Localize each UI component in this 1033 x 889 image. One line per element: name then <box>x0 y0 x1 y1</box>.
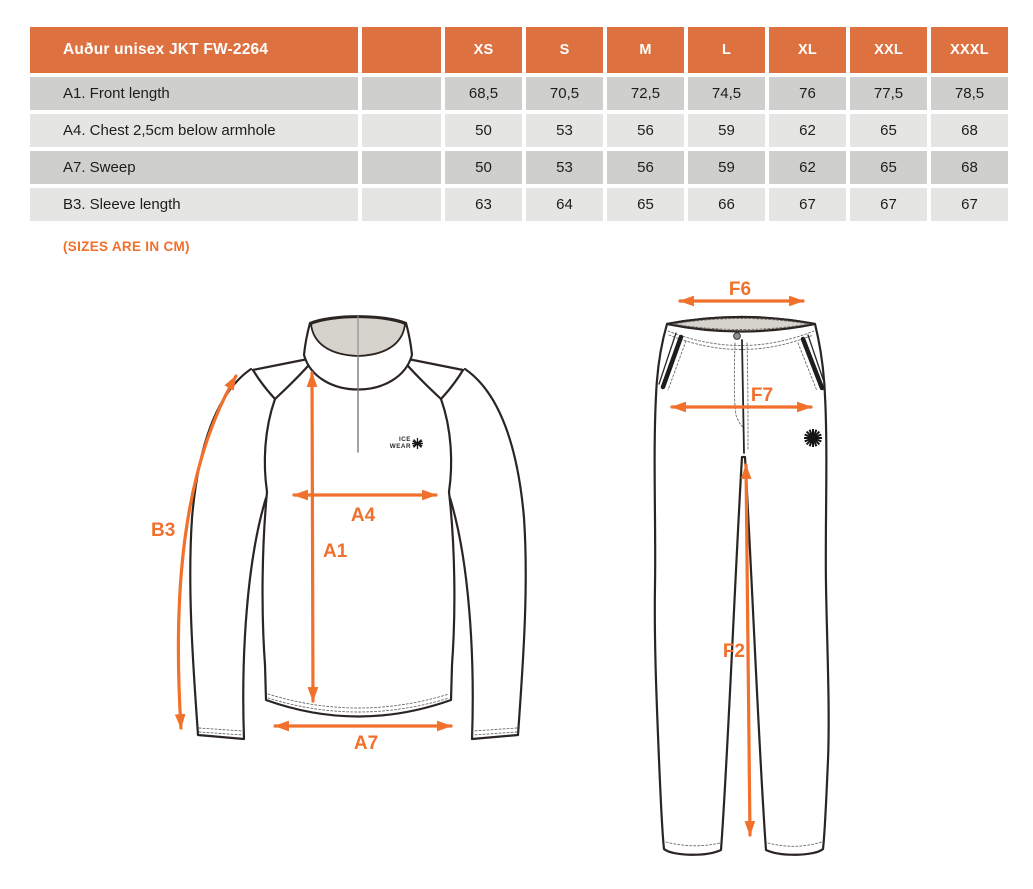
size-table <box>30 27 1008 221</box>
row-spacer <box>362 151 441 184</box>
b3-arrow <box>178 376 236 728</box>
cell-value: 66 <box>688 188 765 221</box>
row-label: A1. Front length <box>30 77 358 110</box>
row-spacer <box>362 188 441 221</box>
a4-label: A4 <box>350 505 376 526</box>
cell-value: 65 <box>850 114 927 147</box>
jacket-right-sleeve <box>450 369 526 739</box>
header-size-m: M <box>607 27 684 73</box>
jacket-logo <box>390 436 411 450</box>
cell-value: 67 <box>769 188 846 221</box>
row-spacer <box>362 77 441 110</box>
cell-value: 68 <box>931 151 1008 184</box>
cell-value: 65 <box>850 151 927 184</box>
b3-label: B3 <box>151 520 176 541</box>
a1-label: A1 <box>323 541 348 562</box>
cell-value: 50 <box>445 151 522 184</box>
row-label: B3. Sleeve length <box>30 188 358 221</box>
pants-outline <box>655 317 829 855</box>
cell-value: 67 <box>931 188 1008 221</box>
cell-value: 50 <box>445 114 522 147</box>
cell-value: 56 <box>607 114 684 147</box>
logo-text-line1: ICE <box>399 436 411 443</box>
header-size-xl: XL <box>769 27 846 73</box>
cell-value: 64 <box>526 188 603 221</box>
cell-value: 72,5 <box>607 77 684 110</box>
cell-value: 68 <box>931 114 1008 147</box>
header-size-xxl: XXL <box>850 27 927 73</box>
cell-value: 59 <box>688 151 765 184</box>
cell-value: 78,5 <box>931 77 1008 110</box>
cell-value: 56 <box>607 151 684 184</box>
cell-value: 77,5 <box>850 77 927 110</box>
a1-arrow <box>312 373 313 701</box>
row-spacer <box>362 114 441 147</box>
cell-value: 68,5 <box>445 77 522 110</box>
header-spacer <box>362 27 441 73</box>
cell-value: 53 <box>526 151 603 184</box>
cell-value: 74,5 <box>688 77 765 110</box>
measurement-drawings <box>0 270 1033 889</box>
cell-value: 63 <box>445 188 522 221</box>
waist-button <box>734 333 741 340</box>
logo-text-line2: WEAR <box>389 443 411 450</box>
jacket-left-sleeve <box>190 369 266 739</box>
header-size-xs: XS <box>445 27 522 73</box>
row-label: A7. Sweep <box>30 151 358 184</box>
units-note: (SIZES ARE IN CM) <box>63 239 190 254</box>
cell-value: 70,5 <box>526 77 603 110</box>
cell-value: 67 <box>850 188 927 221</box>
jacket-diagram <box>151 316 526 754</box>
cell-value: 53 <box>526 114 603 147</box>
table-title: Auður unisex JKT FW-2264 <box>30 27 358 73</box>
header-size-xxxl: XXXL <box>931 27 1008 73</box>
header-size-s: S <box>526 27 603 73</box>
header-size-l: L <box>688 27 765 73</box>
a7-label: A7 <box>353 733 379 754</box>
f2-label: F2 <box>722 641 745 662</box>
pants-diagram <box>655 279 829 855</box>
cell-value: 76 <box>769 77 846 110</box>
cell-value: 59 <box>688 114 765 147</box>
cell-value: 65 <box>607 188 684 221</box>
cell-value: 62 <box>769 151 846 184</box>
pants-fly <box>742 340 744 453</box>
f7-label: F7 <box>750 385 774 406</box>
cell-value: 62 <box>769 114 846 147</box>
row-label: A4. Chest 2,5cm below armhole <box>30 114 358 147</box>
f6-label: F6 <box>728 279 752 300</box>
snowflake-icon <box>804 429 822 447</box>
snowflake-icon <box>412 438 423 449</box>
